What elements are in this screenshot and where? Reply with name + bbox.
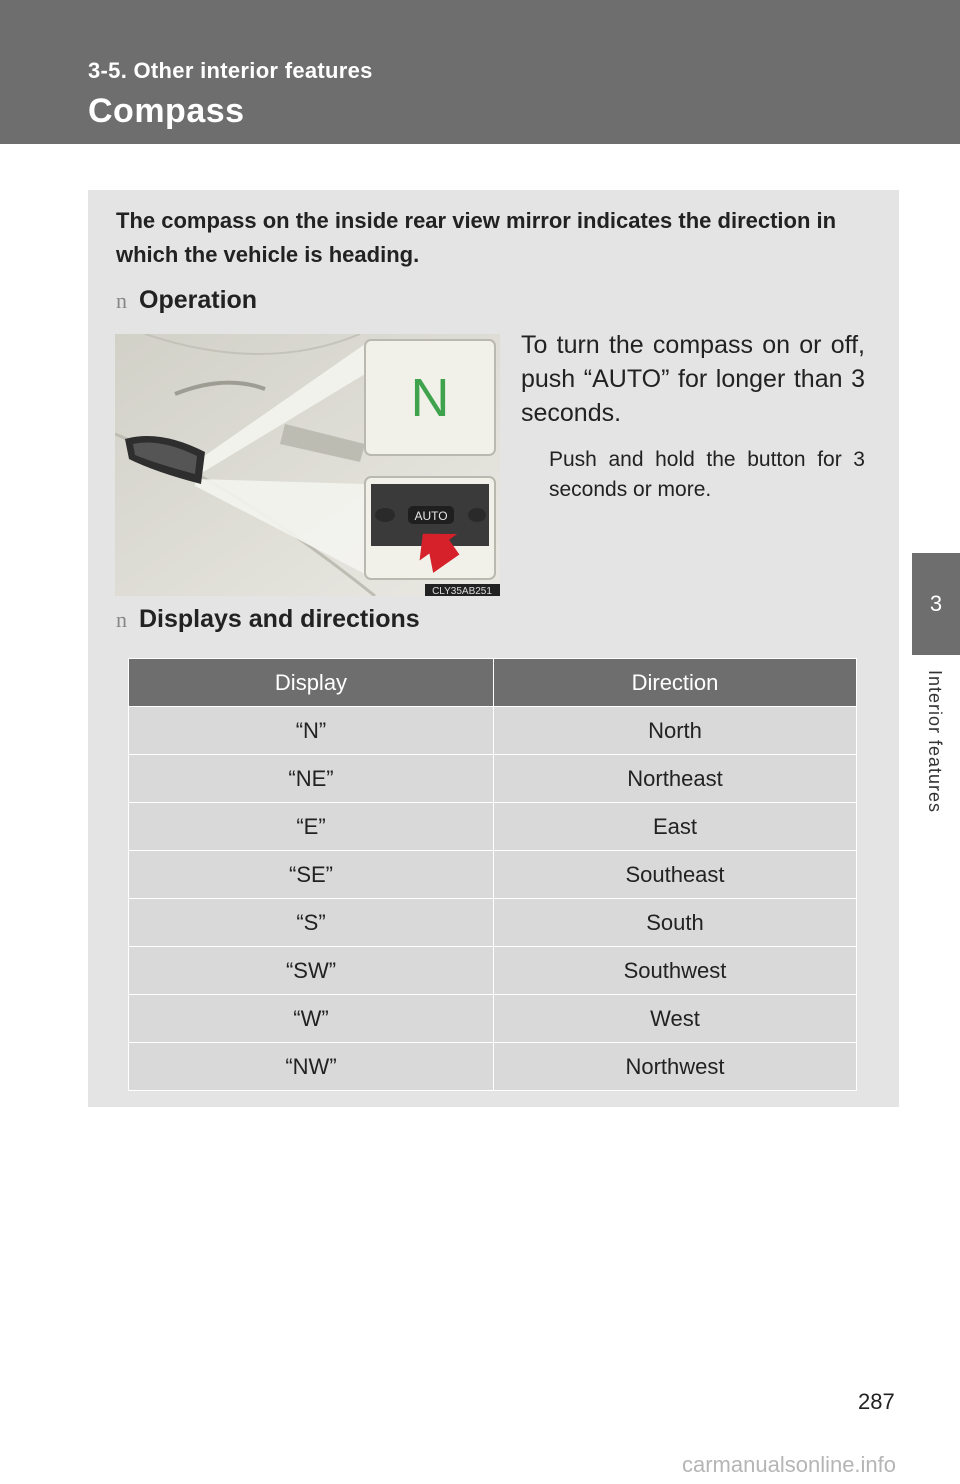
page-title: Compass (88, 92, 245, 130)
operation-text: To turn the compass on or off, push “AUTO” for longer than 3 seconds. (521, 331, 865, 427)
table-row (129, 947, 857, 995)
operation-heading (116, 286, 257, 315)
display-cell: “N” (129, 707, 494, 755)
display-cell: “SW” (129, 947, 494, 995)
page-number: 287 (858, 1389, 895, 1414)
content-panel (88, 190, 899, 1107)
direction-cell: Northeast (494, 755, 857, 803)
column-header-display: Display (129, 659, 494, 707)
table-row (129, 707, 857, 755)
display-letter: N (410, 368, 450, 428)
operation-subtext: Push and hold the button for 3 seconds or more. (549, 448, 865, 501)
table-row (129, 1043, 857, 1091)
auto-button-label: AUTO (414, 509, 448, 523)
direction-cell: Southeast (494, 851, 857, 899)
direction-cell: Northwest (494, 1043, 857, 1091)
chapter-number: 3 (929, 591, 943, 616)
direction-cell: South (494, 899, 857, 947)
displays-heading-label: Displays and directions (139, 605, 420, 633)
display-cell: “W” (129, 995, 494, 1043)
display-cell: “E” (129, 803, 494, 851)
chapter-label: Interior features (925, 670, 945, 814)
chapter-tab[interactable] (912, 553, 960, 655)
display-cell: “S” (129, 899, 494, 947)
illustration-code: CLY35AB251 (432, 586, 492, 596)
directions-table (128, 658, 857, 1091)
direction-cell: West (494, 995, 857, 1043)
table-row (129, 803, 857, 851)
watermark: carmanualsonline.info (682, 1452, 897, 1477)
mirror-illustration (115, 334, 500, 596)
column-header-direction: Direction (494, 659, 857, 707)
direction-cell: North (494, 707, 857, 755)
direction-cell: East (494, 803, 857, 851)
table-row (129, 899, 857, 947)
intro-text: The compass on the inside rear view mirror indicates the direction in which the vehicle is heading. (116, 208, 837, 267)
displays-heading (116, 605, 420, 634)
section-title: 3-5. Other interior features (88, 58, 373, 83)
table-header-row (129, 659, 857, 707)
display-cell: “NW” (129, 1043, 494, 1091)
table-row (129, 851, 857, 899)
direction-cell: Southwest (494, 947, 857, 995)
operation-heading-label: Operation (139, 286, 258, 314)
mirror-illustration-svg (115, 334, 500, 596)
bullet-icon: n (116, 288, 127, 313)
display-cell: “NE” (129, 755, 494, 803)
page-header (0, 0, 960, 144)
display-cell: “SE” (129, 851, 494, 899)
table-row (129, 755, 857, 803)
bullet-icon: n (116, 607, 127, 632)
table-row (129, 995, 857, 1043)
